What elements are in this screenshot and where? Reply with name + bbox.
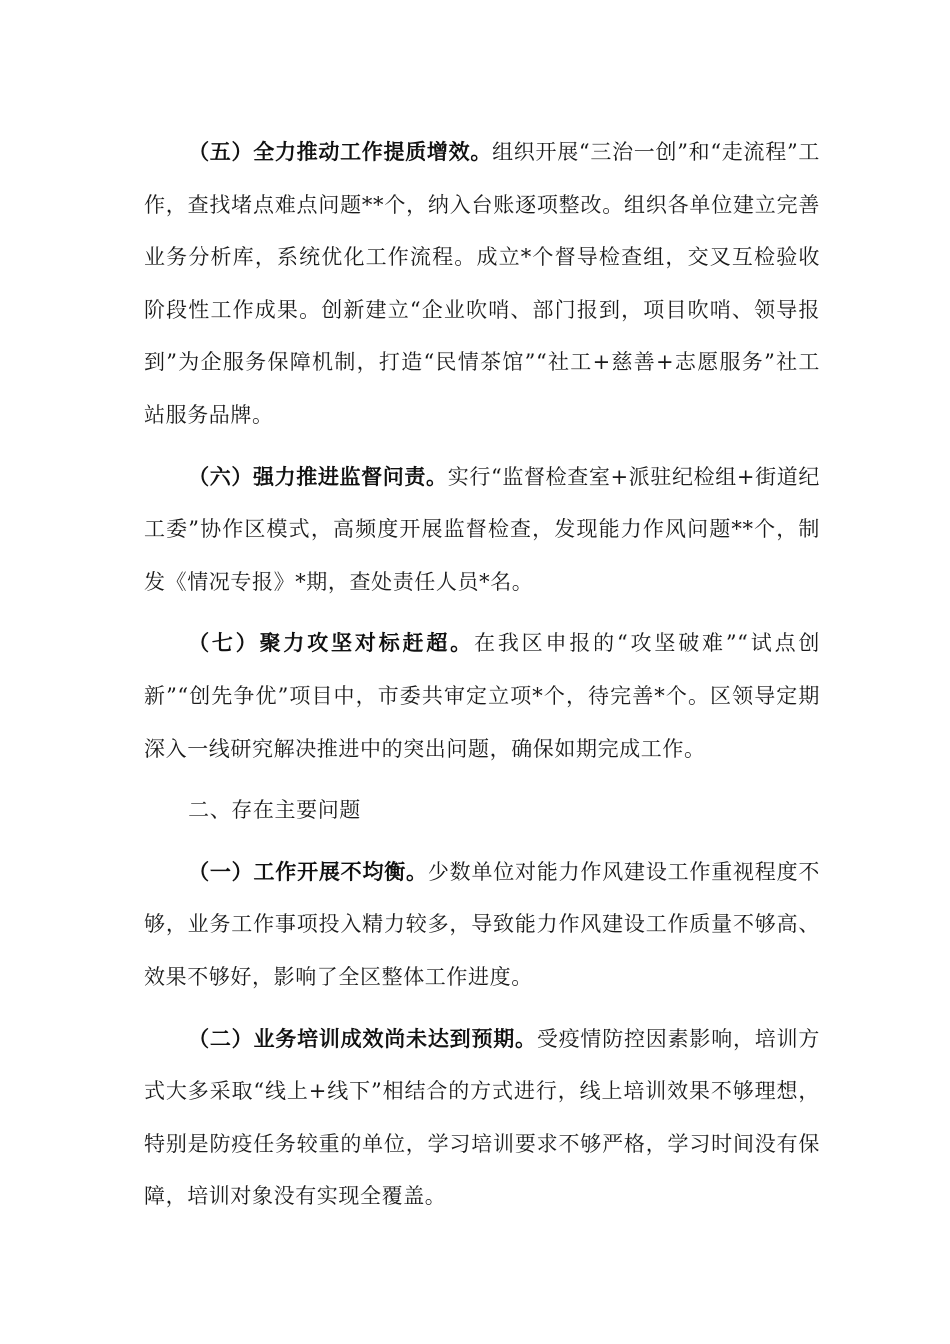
paragraph-issue-training — [144, 1013, 820, 1223]
paragraph-lead: （二）业务培训成效尚未达到预期。 — [188, 1025, 537, 1051]
paragraph-text: 组织开展“三治一创”和“走流程”工作，查找堵点难点问题**个，纳入台账逐项整改。组织各单位建立完善业务分析库，系统优化工作流程。成立*个督导检查组，交叉互检验收阶段性工作成果。创新建立“企业吹哨、部门报到，项目吹哨、领导报到”为企服务保障机制，打造“民情茶馆”“社工+慈善+志愿服务”社工站服务品牌。 — [144, 140, 820, 427]
paragraph-issue-imbalance — [144, 846, 820, 1004]
paragraph-benchmarking — [144, 617, 820, 775]
section-heading-problems: 二、存在主要问题 — [188, 798, 361, 823]
paragraph-supervision — [144, 451, 820, 609]
paragraph-text: 实行“监督检查室+派驻纪检组+街道纪工委”协作区模式，高频度开展监督检查，发现能力作风问题**个，制发《情况专报》*期，查处责任人员*名。 — [144, 464, 820, 594]
paragraph-text: 少数单位对能力作风建设工作重视程度不够，业务工作事项投入精力较多，导致能力作风建设工作质量不够高、效果不够好，影响了全区整体工作进度。 — [144, 859, 820, 989]
paragraph-lead: （五）全力推动工作提质增效。 — [188, 139, 493, 164]
paragraph-text: 受疫情防控因素影响，培训方式大多采取“线上+线下”相结合的方式进行，线上培训效果不够理想，特别是防疫任务较重的单位，学习培训要求不够严格，学习时间没有保障，培训对象没有实现全覆盖。 — [144, 1026, 820, 1209]
document-body — [144, 126, 820, 1223]
paragraph-work-efficiency — [144, 126, 820, 442]
paragraph-lead: （六）强力推进监督问责。 — [188, 463, 448, 489]
paragraph-lead: （七）聚力攻坚对标赶超。 — [188, 630, 475, 656]
paragraph-text: 在我区申报的“攻坚破难”“试点创新”“创先争优”项目中，市委共审定立项*个，待完善*个。区领导定期深入一线研究解决推进中的突出问题，确保如期完成工作。 — [144, 631, 820, 761]
paragraph-lead: （一）工作开展不均衡。 — [188, 858, 428, 884]
